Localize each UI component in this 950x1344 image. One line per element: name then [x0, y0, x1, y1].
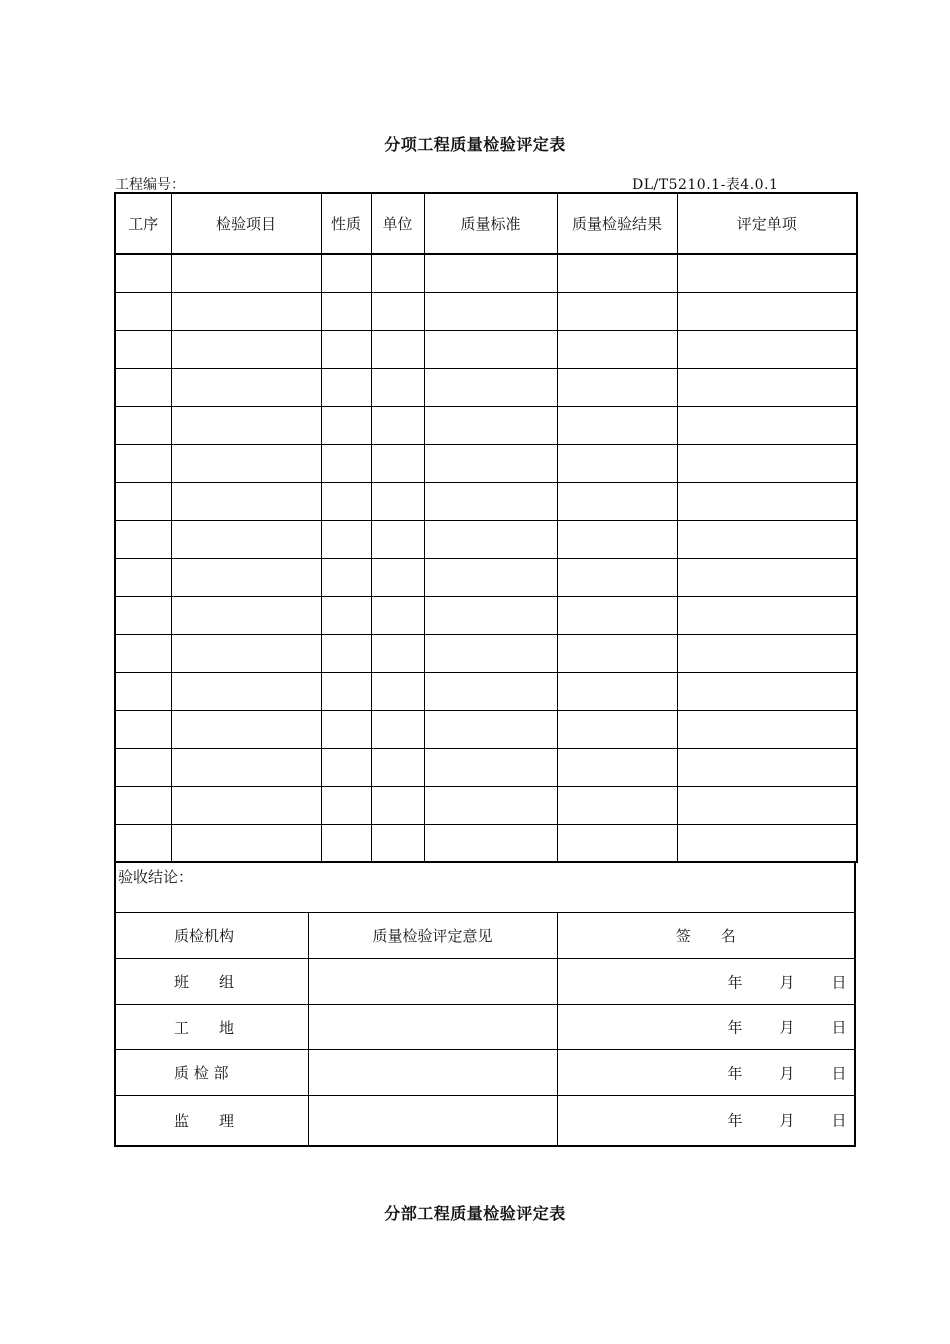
table-row	[115, 292, 857, 330]
table-cell[interactable]	[321, 672, 371, 710]
opinion-cell[interactable]	[308, 1096, 557, 1146]
table-cell[interactable]	[115, 710, 171, 748]
conclusion-row	[115, 863, 855, 913]
table-cell[interactable]	[677, 558, 857, 596]
table-cell[interactable]	[321, 786, 371, 824]
table-cell[interactable]	[677, 786, 857, 824]
header-nature: 性质	[321, 193, 371, 254]
table-cell[interactable]	[371, 368, 424, 406]
table-cell[interactable]	[321, 330, 371, 368]
table-cell[interactable]	[677, 254, 857, 292]
header-sign: 签 名	[557, 913, 855, 959]
table-cell[interactable]	[677, 748, 857, 786]
table-cell[interactable]	[677, 824, 857, 862]
table-cell[interactable]	[171, 786, 321, 824]
table-cell[interactable]	[557, 672, 677, 710]
opinion-cell[interactable]	[308, 1050, 557, 1096]
table-row	[115, 824, 857, 862]
table-cell[interactable]	[115, 330, 171, 368]
table-cell[interactable]	[371, 710, 424, 748]
signoff-header-row	[115, 913, 855, 959]
table-row	[115, 482, 857, 520]
table-cell[interactable]	[321, 368, 371, 406]
day-label: 日	[831, 1064, 847, 1082]
table-cell[interactable]	[321, 710, 371, 748]
table-cell[interactable]	[371, 330, 424, 368]
table-row	[115, 520, 857, 558]
table-cell[interactable]	[677, 672, 857, 710]
table-cell[interactable]	[115, 292, 171, 330]
table-cell[interactable]	[557, 520, 677, 558]
table-cell[interactable]	[371, 520, 424, 558]
header-rating: 评定单项	[677, 193, 857, 254]
table-row	[115, 748, 857, 786]
table-cell[interactable]	[115, 406, 171, 444]
table-cell[interactable]	[424, 672, 557, 710]
table-cell[interactable]	[557, 786, 677, 824]
org-name: 监 理	[115, 1096, 308, 1146]
table-cell[interactable]	[371, 672, 424, 710]
table-cell[interactable]	[677, 482, 857, 520]
table-cell[interactable]	[424, 786, 557, 824]
table-cell[interactable]	[321, 254, 371, 292]
table-cell[interactable]	[321, 444, 371, 482]
table-cell[interactable]	[371, 596, 424, 634]
table-cell[interactable]	[557, 558, 677, 596]
table-cell[interactable]	[171, 710, 321, 748]
table-cell[interactable]	[171, 482, 321, 520]
table-cell[interactable]	[557, 368, 677, 406]
header-inspection-item: 检验项目	[171, 193, 321, 254]
table-cell[interactable]	[321, 558, 371, 596]
next-form-title: 分部工程质量检验评定表	[384, 1204, 566, 1223]
table-cell[interactable]	[115, 596, 171, 634]
table-cell[interactable]	[115, 748, 171, 786]
table-cell[interactable]	[677, 596, 857, 634]
table-cell[interactable]	[371, 824, 424, 862]
table-cell[interactable]	[677, 368, 857, 406]
org-name: 质 检 部	[115, 1050, 308, 1096]
month-label: 月	[779, 1018, 795, 1037]
table-cell[interactable]	[424, 710, 557, 748]
day-label: 日	[831, 1111, 847, 1130]
year-label: 年	[727, 1018, 743, 1037]
month-label: 月	[779, 1064, 795, 1082]
conclusion-label: 验收结论：	[115, 863, 855, 913]
table-cell[interactable]	[115, 672, 171, 710]
table-cell[interactable]	[424, 482, 557, 520]
table-cell[interactable]	[424, 520, 557, 558]
header-unit: 单位	[371, 193, 424, 254]
table-cell[interactable]	[424, 748, 557, 786]
table-cell[interactable]	[321, 292, 371, 330]
month-label: 月	[779, 1111, 795, 1130]
table-row	[115, 368, 857, 406]
signoff-table	[114, 862, 856, 1147]
table-cell[interactable]	[677, 634, 857, 672]
table-cell[interactable]	[171, 444, 321, 482]
org-name: 班 组	[115, 959, 308, 1005]
table-cell[interactable]	[371, 254, 424, 292]
signoff-row	[115, 1050, 855, 1096]
table-cell[interactable]	[557, 444, 677, 482]
table-cell[interactable]	[171, 596, 321, 634]
table-cell[interactable]	[557, 634, 677, 672]
table-cell[interactable]	[115, 634, 171, 672]
table-cell[interactable]	[677, 710, 857, 748]
table-cell[interactable]	[171, 406, 321, 444]
table-cell[interactable]	[171, 330, 321, 368]
header-inspection-result: 质量检验结果	[557, 193, 677, 254]
table-cell[interactable]	[115, 824, 171, 862]
table-cell[interactable]	[424, 596, 557, 634]
opinion-cell[interactable]	[308, 1005, 557, 1050]
day-label: 日	[831, 973, 847, 991]
table-cell[interactable]	[424, 558, 557, 596]
table-cell[interactable]	[424, 634, 557, 672]
signature-date-cell[interactable]	[557, 1050, 855, 1096]
table-cell[interactable]	[557, 748, 677, 786]
table-cell[interactable]	[115, 254, 171, 292]
table-cell[interactable]	[171, 672, 321, 710]
year-label: 年	[727, 1064, 743, 1082]
table-cell[interactable]	[677, 292, 857, 330]
table-row	[115, 672, 857, 710]
table-cell[interactable]	[677, 520, 857, 558]
table-cell[interactable]	[371, 444, 424, 482]
table-cell[interactable]	[115, 482, 171, 520]
signature-date-cell[interactable]	[557, 1096, 855, 1146]
year-label: 年	[727, 973, 743, 991]
table-header-row	[115, 193, 857, 254]
table-cell[interactable]	[171, 824, 321, 862]
table-cell[interactable]	[371, 406, 424, 444]
header-opinion: 质量检验评定意见	[308, 913, 557, 959]
table-cell[interactable]	[321, 520, 371, 558]
table-cell[interactable]	[557, 292, 677, 330]
header-process: 工序	[115, 193, 171, 254]
day-label: 日	[831, 1018, 847, 1037]
table-cell[interactable]	[424, 444, 557, 482]
year-label: 年	[727, 1111, 743, 1130]
table-row	[115, 596, 857, 634]
table-cell[interactable]	[557, 330, 677, 368]
table-cell[interactable]	[557, 482, 677, 520]
table-row	[115, 786, 857, 824]
table-cell[interactable]	[677, 406, 857, 444]
table-row	[115, 254, 857, 292]
table-cell[interactable]	[321, 748, 371, 786]
table-cell[interactable]	[171, 558, 321, 596]
table-cell[interactable]	[677, 444, 857, 482]
table-cell[interactable]	[424, 406, 557, 444]
opinion-cell[interactable]	[308, 959, 557, 1005]
table-cell[interactable]	[115, 444, 171, 482]
table-cell[interactable]	[557, 596, 677, 634]
table-cell[interactable]	[371, 634, 424, 672]
signature-date-cell[interactable]	[557, 959, 855, 1005]
table-cell[interactable]	[424, 330, 557, 368]
table-cell[interactable]	[557, 254, 677, 292]
table-row	[115, 330, 857, 368]
table-cell[interactable]	[321, 406, 371, 444]
table-row	[115, 558, 857, 596]
table-cell[interactable]	[677, 330, 857, 368]
table-cell[interactable]	[424, 824, 557, 862]
table-cell[interactable]	[321, 824, 371, 862]
table-cell[interactable]	[171, 368, 321, 406]
table-cell[interactable]	[321, 596, 371, 634]
header-quality-standard: 质量标准	[424, 193, 557, 254]
table-row	[115, 406, 857, 444]
table-cell[interactable]	[424, 254, 557, 292]
table-cell[interactable]	[115, 786, 171, 824]
table-cell[interactable]	[171, 520, 321, 558]
form-title: 分项工程质量检验评定表	[384, 135, 566, 154]
table-cell[interactable]	[321, 482, 371, 520]
table-cell[interactable]	[424, 292, 557, 330]
table-row	[115, 634, 857, 672]
table-cell[interactable]	[171, 254, 321, 292]
table-cell[interactable]	[371, 786, 424, 824]
table-cell[interactable]	[557, 824, 677, 862]
org-name: 工 地	[115, 1005, 308, 1050]
table-cell[interactable]	[371, 482, 424, 520]
table-cell[interactable]	[171, 748, 321, 786]
table-row	[115, 444, 857, 482]
project-number-label: 工程编号：	[115, 177, 185, 193]
signature-date-cell[interactable]	[557, 1005, 855, 1050]
month-label: 月	[779, 973, 795, 991]
signoff-row	[115, 959, 855, 1005]
table-cell[interactable]	[371, 748, 424, 786]
table-cell[interactable]	[557, 710, 677, 748]
signoff-row	[115, 1005, 855, 1050]
table-cell[interactable]	[424, 368, 557, 406]
table-cell[interactable]	[115, 558, 171, 596]
table-cell[interactable]	[171, 292, 321, 330]
table-cell[interactable]	[115, 368, 171, 406]
table-row	[115, 710, 857, 748]
header-org: 质检机构	[115, 913, 308, 959]
table-cell[interactable]	[371, 292, 424, 330]
signoff-row	[115, 1096, 855, 1146]
inspection-table	[114, 192, 858, 863]
table-cell[interactable]	[115, 520, 171, 558]
standard-code: DL/T5210.1-表4.0.1	[632, 177, 779, 193]
table-cell[interactable]	[171, 634, 321, 672]
table-cell[interactable]	[371, 558, 424, 596]
table-cell[interactable]	[557, 406, 677, 444]
table-cell[interactable]	[321, 634, 371, 672]
